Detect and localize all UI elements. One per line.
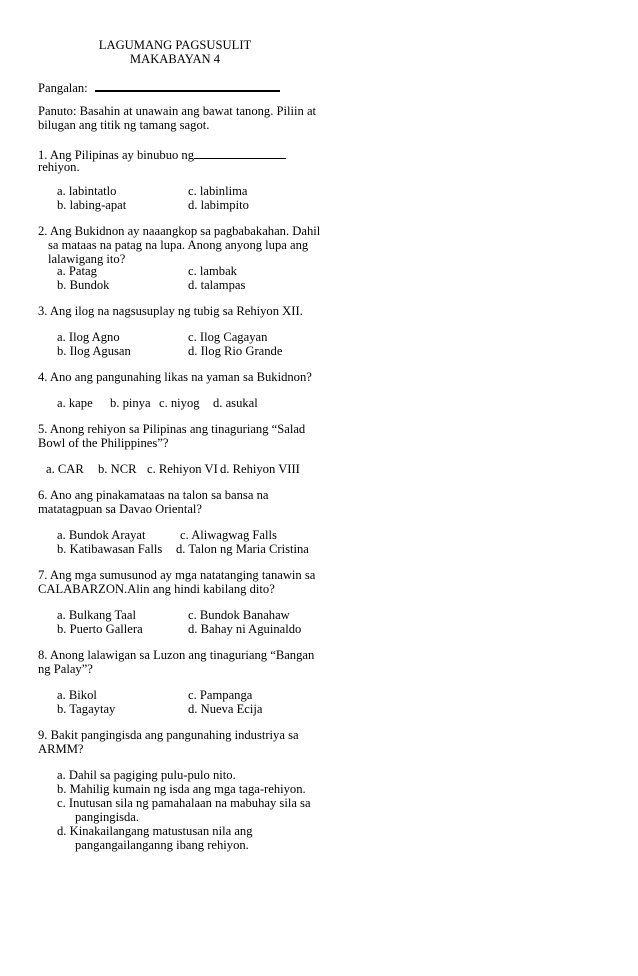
q6-choice-d[interactable]: d. Talon ng Maria Cristina bbox=[176, 542, 309, 556]
instructions-line-2: bilugan ang titik ng tamang sagot. bbox=[38, 118, 210, 132]
q4-choice-c[interactable]: c. niyog bbox=[159, 396, 200, 410]
q4-choice-b[interactable]: b. pinya bbox=[110, 396, 151, 410]
question-7-line-1: 7. Ang mga sumusunod ay mga natatanging tanawin sa bbox=[38, 568, 316, 582]
q5-choice-c[interactable]: c. Rehiyon VI bbox=[147, 462, 218, 476]
question-2-line-2: sa mataas na patag na lupa. Anong anyong lupa ang bbox=[48, 238, 309, 252]
question-2-line-3: lalawigang ito? bbox=[48, 252, 126, 266]
q4-choice-d[interactable]: d. asukal bbox=[213, 396, 258, 410]
name-label: Pangalan: bbox=[38, 81, 88, 95]
question-8-line-2: ng Palay”? bbox=[38, 662, 93, 676]
question-4-line-1: 4. Ano ang pangunahing likas na yaman sa Bukidnon? bbox=[38, 370, 312, 384]
question-9-line-1: 9. Bakit pangingisda ang pangunahing industriya sa bbox=[38, 728, 299, 742]
q1-choice-d[interactable]: d. labimpito bbox=[188, 198, 249, 212]
question-5-line-2: Bowl of the Philippines”? bbox=[38, 436, 169, 450]
q2-choice-b[interactable]: b. Bundok bbox=[57, 278, 110, 292]
q7-choice-c[interactable]: c. Bundok Banahaw bbox=[188, 608, 290, 622]
question-2-line-1: 2. Ang Bukidnon ay naaangkop sa pagbabakahan. Dahil bbox=[38, 224, 321, 238]
q9-choice-d-cont[interactable]: pangangailanganng ibang rehiyon. bbox=[75, 838, 249, 852]
q9-choice-b[interactable]: b. Mahilig kumain ng isda ang mga taga-rehiyon. bbox=[57, 782, 306, 796]
question-7-line-2: CALABARZON.Alin ang hindi kabilang dito? bbox=[38, 582, 275, 596]
q8-choice-d[interactable]: d. Nueva Ecija bbox=[188, 702, 263, 716]
q1-choice-c[interactable]: c. labinlima bbox=[188, 184, 248, 198]
q5-choice-b[interactable]: b. NCR bbox=[98, 462, 137, 476]
question-1-blank[interactable] bbox=[194, 146, 286, 159]
question-8-line-1: 8. Anong lalawigan sa Luzon ang tinaguriang “Bangan bbox=[38, 648, 315, 662]
question-1-line-2: rehiyon. bbox=[38, 160, 80, 174]
q4-choice-a[interactable]: a. kape bbox=[57, 396, 93, 410]
q5-choice-d[interactable]: d. Rehiyon VIII bbox=[220, 462, 300, 476]
q6-choice-a[interactable]: a. Bundok Arayat bbox=[57, 528, 146, 542]
q5-choice-a[interactable]: a. CAR bbox=[46, 462, 84, 476]
q3-choice-d[interactable]: d. Ilog Rio Grande bbox=[188, 344, 283, 358]
q9-choice-c[interactable]: c. Inutusan sila ng pamahalaan na mabuhay sila sa bbox=[57, 796, 311, 810]
q8-choice-b[interactable]: b. Tagaytay bbox=[57, 702, 116, 716]
q9-choice-c-cont[interactable]: pangingisda. bbox=[75, 810, 140, 824]
question-9-line-2: ARMM? bbox=[38, 742, 84, 756]
question-1-line-1: 1. Ang Pilipinas ay binubuo ng bbox=[38, 146, 286, 163]
question-6-line-1: 6. Ano ang pinakamataas na talon sa bansa na bbox=[38, 488, 269, 502]
q8-choice-c[interactable]: c. Pampanga bbox=[188, 688, 253, 702]
q7-choice-a[interactable]: a. Bulkang Taal bbox=[57, 608, 136, 622]
q1-choice-b[interactable]: b. labing-apat bbox=[57, 198, 127, 212]
q9-choice-d[interactable]: d. Kinakailangang matustusan nila ang bbox=[57, 824, 253, 838]
q6-choice-c[interactable]: c. Aliwagwag Falls bbox=[180, 528, 277, 542]
question-3-line-1: 3. Ang ilog na nagsusuplay ng tubig sa Rehiyon XII. bbox=[38, 304, 303, 318]
question-6-line-2: matatagpuan sa Davao Oriental? bbox=[38, 502, 202, 516]
name-row bbox=[38, 78, 280, 96]
instructions-line-1: Panuto: Basahin at unawain ang bawat tanong. Piliin at bbox=[38, 104, 317, 118]
q7-choice-b[interactable]: b. Puerto Gallera bbox=[57, 622, 143, 636]
q6-choice-b[interactable]: b. Katibawasan Falls bbox=[57, 542, 163, 556]
q3-choice-b[interactable]: b. Ilog Agusan bbox=[57, 344, 131, 358]
q7-choice-d[interactable]: d. Bahay ni Aguinaldo bbox=[188, 622, 302, 636]
q3-choice-c[interactable]: c. Ilog Cagayan bbox=[188, 330, 268, 344]
exam-subject: MAKABAYAN 4 bbox=[129, 52, 221, 66]
q3-choice-a[interactable]: a. Ilog Agno bbox=[57, 330, 120, 344]
question-5-line-1: 5. Anong rehiyon sa Pilipinas ang tinaguriang “Salad bbox=[38, 422, 306, 436]
q9-choice-a[interactable]: a. Dahil sa pagiging pulu-pulo nito. bbox=[57, 768, 236, 782]
q1-choice-a[interactable]: a. labintatlo bbox=[57, 184, 117, 198]
q2-choice-c[interactable]: c. lambak bbox=[188, 264, 237, 278]
q2-choice-d[interactable]: d. talampas bbox=[188, 278, 246, 292]
exam-title: LAGUMANG PAGSUSULIT bbox=[98, 38, 252, 52]
name-blank[interactable] bbox=[95, 78, 280, 92]
q8-choice-a[interactable]: a. Bikol bbox=[57, 688, 97, 702]
q2-choice-a[interactable]: a. Patag bbox=[57, 264, 97, 278]
